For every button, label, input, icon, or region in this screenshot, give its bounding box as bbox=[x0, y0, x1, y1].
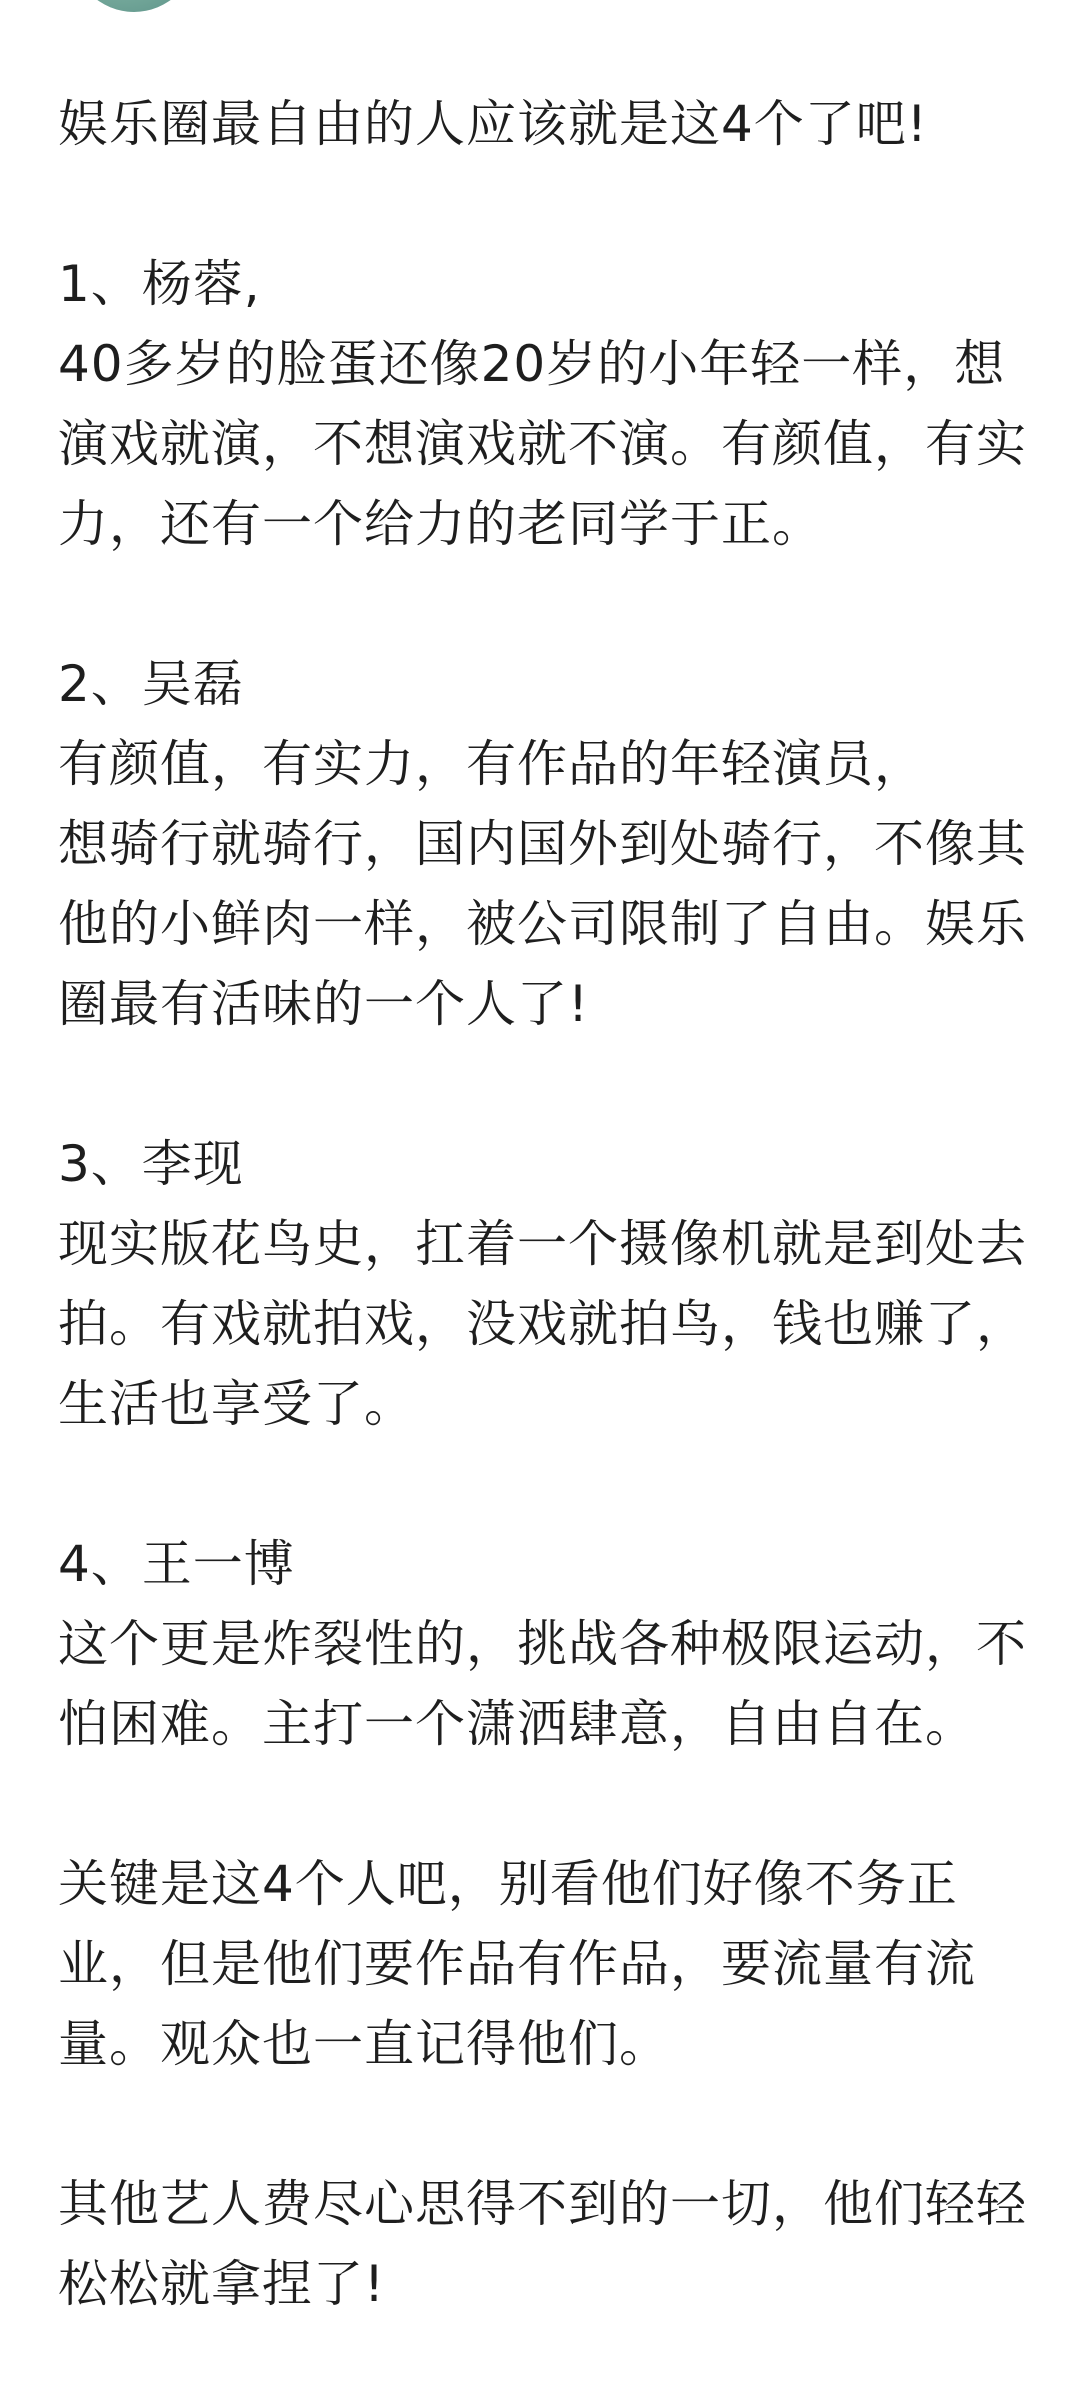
section-heading: 4、王一博 bbox=[58, 1535, 295, 1593]
section-line: 40多岁的脸蛋还像20岁的小年轻一样，想 bbox=[58, 335, 1006, 393]
final-line: 其他艺人费尽心思得不到的一切，他们轻轻 bbox=[58, 2175, 1027, 2233]
section-line: 力，还有一个给力的老同学于正。 bbox=[58, 495, 823, 553]
section-line: 拍。有戏就拍戏，没戏就拍鸟，钱也赚了， bbox=[58, 1295, 1027, 1353]
section-wang-yibo bbox=[58, 1524, 1038, 1764]
section-li-xian bbox=[58, 1124, 1038, 1444]
avatar[interactable] bbox=[72, 0, 196, 12]
post-intro bbox=[58, 84, 1038, 164]
section-line: 他的小鲜肉一样，被公司限制了自由。娱乐 bbox=[58, 895, 1027, 953]
post-intro-line: 娱乐圈最自由的人应该就是这4个了吧! bbox=[58, 95, 928, 153]
post-closing bbox=[58, 1844, 1038, 2084]
section-line: 生活也享受了。 bbox=[58, 1375, 415, 1433]
section-line: 怕困难。主打一个潇洒肆意，自由自在。 bbox=[58, 1695, 976, 1753]
closing-line: 量。观众也一直记得他们。 bbox=[58, 2015, 670, 2073]
final-line: 松松就拿捏了! bbox=[58, 2255, 386, 2313]
closing-line: 业，但是他们要作品有作品，要流量有流 bbox=[58, 1935, 976, 1993]
section-line: 圈最有活味的一个人了! bbox=[58, 975, 590, 1033]
section-heading: 2、吴磊 bbox=[58, 655, 244, 713]
section-line: 想骑行就骑行，国内国外到处骑行，不像其 bbox=[58, 815, 1027, 873]
section-heading: 1、杨蓉, bbox=[58, 255, 261, 313]
section-wu-lei bbox=[58, 644, 1038, 1044]
section-line: 现实版花鸟史，扛着一个摄像机就是到处去 bbox=[58, 1215, 1027, 1273]
section-line: 演戏就演，不想演戏就不演。有颜值，有实 bbox=[58, 415, 1027, 473]
section-yang-rong bbox=[58, 244, 1038, 564]
post-final bbox=[58, 2164, 1038, 2324]
section-line: 这个更是炸裂性的，挑战各种极限运动，不 bbox=[58, 1615, 1027, 1673]
section-heading: 3、李现 bbox=[58, 1135, 244, 1193]
section-line: 有颜值，有实力，有作品的年轻演员， bbox=[58, 735, 925, 793]
post-body bbox=[58, 84, 1038, 2404]
closing-line: 关键是这4个人吧，别看他们好像不务正 bbox=[58, 1855, 958, 1913]
